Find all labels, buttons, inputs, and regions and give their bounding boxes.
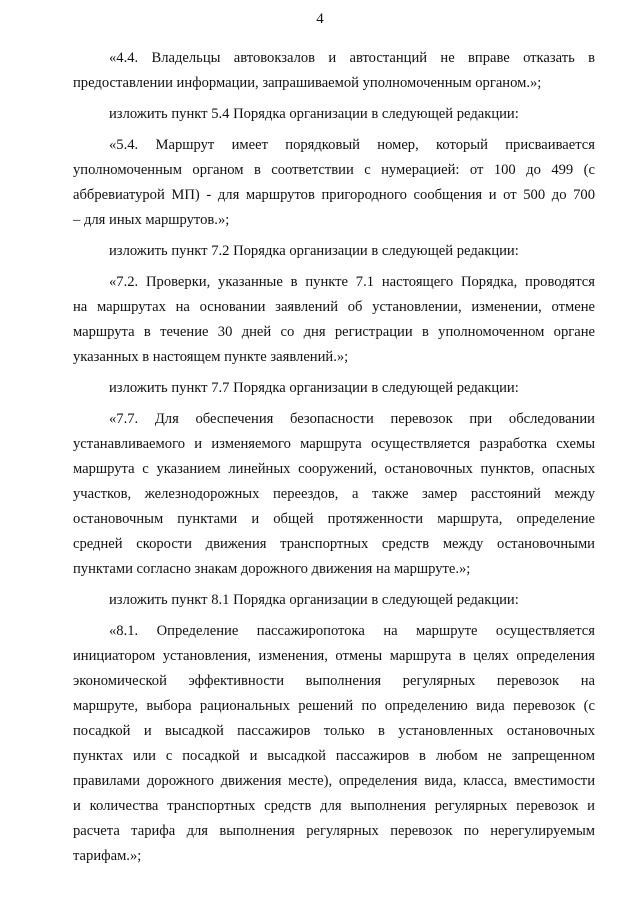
text-line: экономической эффективности выполнения регулярных перевозок на bbox=[73, 673, 595, 689]
quote-paragraph-4-4 bbox=[73, 46, 595, 96]
text-line: тарифам.»; bbox=[73, 848, 142, 864]
text-line: «7.2. Проверки, указанные в пункте 7.1 настоящего Порядка, проводятся bbox=[109, 274, 595, 290]
text-line: средней скорости движения транспортных средств между остановочными bbox=[73, 536, 595, 552]
text-line: уполномоченным органом в соответствии с нумерацией: от 100 до 499 (с bbox=[73, 162, 595, 178]
text-line: пунктах или с посадкой и высадкой пассажиров в любом не запрещенном bbox=[73, 748, 595, 764]
text-line: указанных в настоящем пункте заявлений.»; bbox=[73, 349, 349, 365]
text-line: пунктами согласно знакам дорожного движения на маршруте.»; bbox=[73, 561, 471, 577]
text-line: инициатором установления, изменения, отмены маршрута в целях определения bbox=[73, 648, 595, 664]
quote-paragraph-7-2 bbox=[73, 270, 595, 370]
amendment-instruction-5-4: изложить пункт 5.4 Порядка организации в следующей редакции: bbox=[109, 106, 519, 122]
text-line: – для иных маршрутов.»; bbox=[73, 212, 230, 228]
text-line: маршруте, выбора рациональных решений по определению вида перевозок (с bbox=[73, 698, 595, 714]
text-line: участков, железнодорожных переездов, а также замер расстояний между bbox=[73, 486, 595, 502]
text-line: и количества транспортных средств для выполнения регулярных перевозок и bbox=[73, 798, 595, 814]
amendment-instruction-8-1: изложить пункт 8.1 Порядка организации в следующей редакции: bbox=[109, 592, 519, 608]
text-line: маршрута в течение 30 дней со дня регистрации в уполномоченном органе bbox=[73, 324, 595, 340]
quote-paragraph-7-7 bbox=[73, 407, 595, 582]
text-line: «8.1. Определение пассажиропотока на маршруте осуществляется bbox=[109, 623, 595, 639]
amendment-instruction-7-2: изложить пункт 7.2 Порядка организации в следующей редакции: bbox=[109, 243, 519, 259]
amendment-instruction-7-7: изложить пункт 7.7 Порядка организации в следующей редакции: bbox=[109, 380, 519, 396]
quote-paragraph-8-1 bbox=[73, 619, 595, 869]
text-line: «7.7. Для обеспечения безопасности перевозок при обследовании bbox=[109, 411, 595, 427]
text-line: расчета тарифа для выполнения регулярных перевозок по нерегулируемым bbox=[73, 823, 595, 839]
text-line: посадкой и высадкой пассажиров только в установленных остановочных bbox=[73, 723, 595, 739]
text-line: аббревиатурой МП) - для маршрутов пригородного сообщения и от 500 до 700 bbox=[73, 187, 595, 203]
text-line: устанавливаемого и изменяемого маршрута осуществляется разработка схемы bbox=[73, 436, 595, 452]
text-line: предоставлении информации, запрашиваемой уполномоченным органом.»; bbox=[73, 75, 542, 91]
page-number: 4 bbox=[316, 11, 324, 27]
text-line: «5.4. Маршрут имеет порядковый номер, который присваивается bbox=[109, 137, 595, 153]
text-line: на маршрутах на основании заявлений об установлении, изменении, отмене bbox=[73, 299, 595, 315]
text-line: маршрута с указанием линейных сооружений, остановочных пунктов, опасных bbox=[73, 461, 595, 477]
text-line: остановочным пунктами и общей протяженности маршрута, определение bbox=[73, 511, 595, 527]
document-body bbox=[73, 46, 595, 875]
text-line: правилами дорожного движения месте), определения вида, класса, вместимости bbox=[73, 773, 595, 789]
quote-paragraph-5-4 bbox=[73, 133, 595, 233]
text-line: «4.4. Владельцы автовокзалов и автостанций не вправе отказать в bbox=[109, 50, 595, 66]
